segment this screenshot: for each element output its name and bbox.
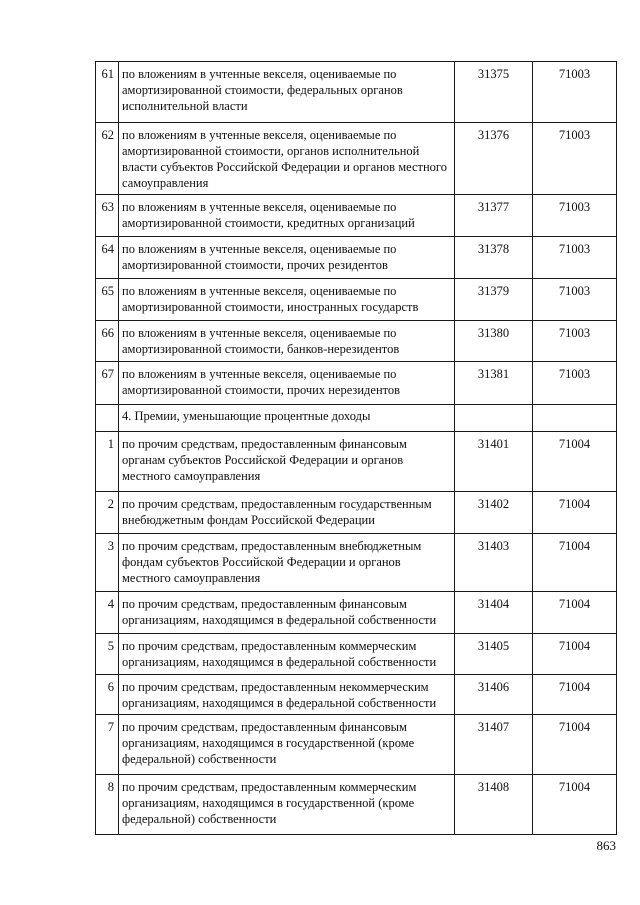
table-row <box>96 534 617 592</box>
row-account: 71003 <box>533 321 617 362</box>
row-number: 65 <box>96 279 119 321</box>
table-row <box>96 775 617 835</box>
row-account: 71004 <box>533 775 617 835</box>
row-number: 63 <box>96 195 119 237</box>
row-number: 8 <box>96 775 119 835</box>
table-row <box>96 237 617 279</box>
section-heading-row <box>96 405 617 432</box>
row-code: 31408 <box>455 775 533 835</box>
row-account: 71004 <box>533 675 617 715</box>
row-code <box>455 405 533 432</box>
row-number: 3 <box>96 534 119 592</box>
row-description: по вложениям в учтенные векселя, оцениваемые по амортизированной стоимости, органов исполнительной власти субъектов Российской Федерации и органов местного самоуправления <box>119 123 455 195</box>
row-code: 31378 <box>455 237 533 279</box>
row-code: 31403 <box>455 534 533 592</box>
row-code: 31376 <box>455 123 533 195</box>
row-number: 5 <box>96 634 119 675</box>
row-number: 4 <box>96 592 119 634</box>
row-account <box>533 405 617 432</box>
table-row <box>96 195 617 237</box>
accounts-table <box>95 61 617 835</box>
row-description: по вложениям в учтенные векселя, оцениваемые по амортизированной стоимости, прочих нерезидентов <box>119 362 455 405</box>
row-account: 71004 <box>533 592 617 634</box>
row-description: по прочим средствам, предоставленным финансовым организациям, находящимся в государственной (кроме федеральной) собственности <box>119 715 455 775</box>
row-account: 71003 <box>533 62 617 123</box>
row-description: по вложениям в учтенные векселя, оцениваемые по амортизированной стоимости, кредитных организаций <box>119 195 455 237</box>
row-number <box>96 405 119 432</box>
row-account: 71004 <box>533 432 617 492</box>
row-number: 66 <box>96 321 119 362</box>
table-row <box>96 62 617 123</box>
row-code: 31401 <box>455 432 533 492</box>
row-account: 71003 <box>533 195 617 237</box>
table-row <box>96 432 617 492</box>
row-code: 31379 <box>455 279 533 321</box>
row-code: 31404 <box>455 592 533 634</box>
table-row <box>96 123 617 195</box>
row-description: по прочим средствам, предоставленным коммерческим организациям, находящимся в государственной (кроме федеральной) собственности <box>119 775 455 835</box>
row-description: по прочим средствам, предоставленным финансовым органам субъектов Российской Федерации и органов местного самоуправления <box>119 432 455 492</box>
row-description: по вложениям в учтенные векселя, оцениваемые по амортизированной стоимости, федеральных органов исполнительной власти <box>119 62 455 123</box>
row-account: 71003 <box>533 123 617 195</box>
row-number: 1 <box>96 432 119 492</box>
row-account: 71003 <box>533 279 617 321</box>
table-row <box>96 492 617 534</box>
table-row <box>96 715 617 775</box>
row-description: по прочим средствам, предоставленным коммерческим организациям, находящимся в федеральной собственности <box>119 634 455 675</box>
row-number: 2 <box>96 492 119 534</box>
table-row <box>96 362 617 405</box>
row-number: 67 <box>96 362 119 405</box>
table-row <box>96 634 617 675</box>
row-code: 31381 <box>455 362 533 405</box>
table-row <box>96 321 617 362</box>
row-code: 31402 <box>455 492 533 534</box>
row-account: 71003 <box>533 362 617 405</box>
row-code: 31405 <box>455 634 533 675</box>
row-code: 31375 <box>455 62 533 123</box>
row-number: 6 <box>96 675 119 715</box>
row-number: 62 <box>96 123 119 195</box>
section-heading: 4. Премии, уменьшающие процентные доходы <box>119 405 455 432</box>
row-description: по прочим средствам, предоставленным государственным внебюджетным фондам Российской Федерации <box>119 492 455 534</box>
row-description: по вложениям в учтенные векселя, оцениваемые по амортизированной стоимости, иностранных государств <box>119 279 455 321</box>
table-row <box>96 592 617 634</box>
row-code: 31380 <box>455 321 533 362</box>
table-row <box>96 279 617 321</box>
row-description: по прочим средствам, предоставленным внебюджетным фондам субъектов Российской Федерации и органов местного самоуправления <box>119 534 455 592</box>
row-number: 61 <box>96 62 119 123</box>
row-description: по прочим средствам, предоставленным финансовым организациям, находящимся в федеральной собственности <box>119 592 455 634</box>
row-description: по вложениям в учтенные векселя, оцениваемые по амортизированной стоимости, банков-нерезидентов <box>119 321 455 362</box>
row-number: 64 <box>96 237 119 279</box>
row-description: по вложениям в учтенные векселя, оцениваемые по амортизированной стоимости, прочих резидентов <box>119 237 455 279</box>
row-account: 71004 <box>533 534 617 592</box>
row-account: 71004 <box>533 492 617 534</box>
row-account: 71004 <box>533 715 617 775</box>
row-description: по прочим средствам, предоставленным некоммерческим организациям, находящимся в федеральной собственности <box>119 675 455 715</box>
row-code: 31377 <box>455 195 533 237</box>
row-account: 71003 <box>533 237 617 279</box>
row-account: 71004 <box>533 634 617 675</box>
page-number: 863 <box>596 838 616 853</box>
table-row <box>96 675 617 715</box>
row-code: 31407 <box>455 715 533 775</box>
row-number: 7 <box>96 715 119 775</box>
row-code: 31406 <box>455 675 533 715</box>
